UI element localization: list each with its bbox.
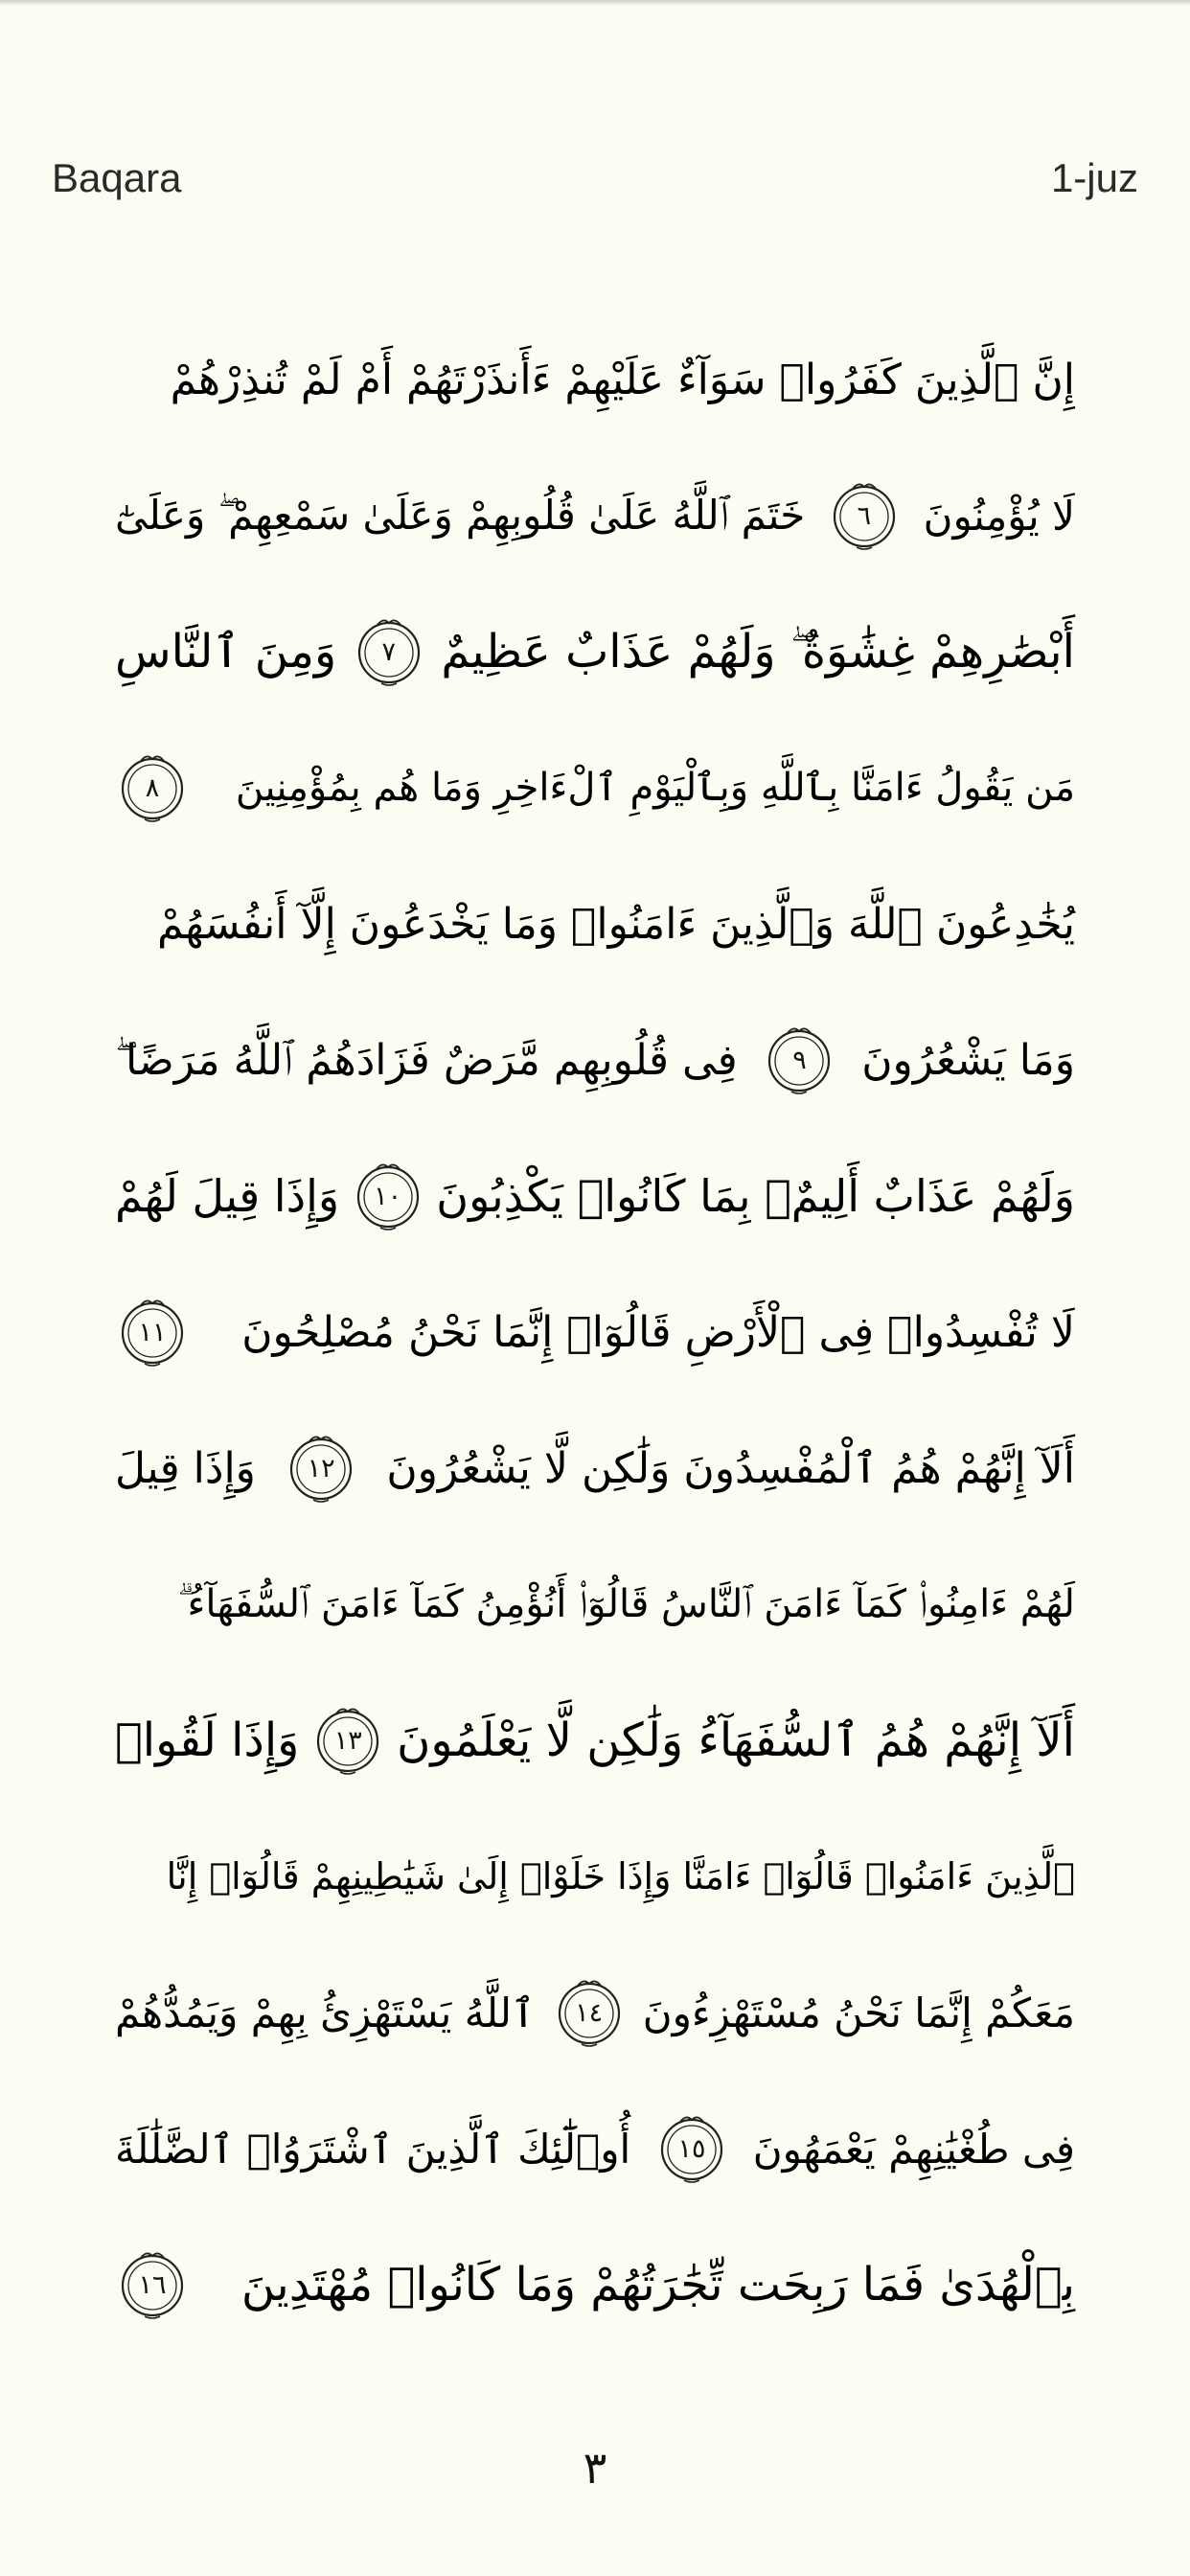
mushaf-line[interactable]	[115, 1128, 1075, 1264]
mushaf-line[interactable]	[115, 856, 1075, 992]
page-number: ٣	[583, 2442, 607, 2494]
verse-text[interactable]: وَإِذَا لَقُوا۟	[115, 1714, 300, 1767]
ayah-number: ٧	[381, 636, 397, 667]
verse-text[interactable]: وَمِنَ ٱلنَّاسِ	[115, 625, 337, 678]
mushaf-line[interactable]	[115, 1400, 1075, 1536]
mushaf-line[interactable]	[115, 311, 1075, 448]
verse-text[interactable]: لَهُمْ ءَامِنُوا۟ كَمَآ ءَامَنَ ٱلنَّاسُ قَالُوٓا۟ أَنُؤْمِنُ كَمَآ ءَامَنَ ٱلسُّفَهَآءُ ۗ	[177, 1582, 1075, 1626]
verse-text[interactable]: وَإِذَا قِيلَ	[115, 1443, 256, 1493]
page-header	[52, 151, 1138, 205]
ayah-number: ١٢	[307, 1453, 335, 1484]
ayah-number-marker[interactable]	[352, 614, 426, 689]
verse-text[interactable]: لَا يُؤْمِنُونَ	[923, 492, 1075, 540]
verse-text[interactable]: أَبْصَٰرِهِمْ غِشَٰوَةٌ ۖ وَلَهُمْ عَذَابٌ عَظِيمٌ	[441, 624, 1075, 678]
ayah-number: ١٦	[138, 2269, 167, 2300]
mushaf-line[interactable]	[115, 584, 1075, 720]
mushaf-line[interactable]	[115, 1672, 1075, 1808]
quran-page-text[interactable]	[115, 311, 1075, 2353]
verse-text[interactable]: وَمَا يَشْعُرُونَ	[861, 1035, 1075, 1085]
verse-text[interactable]: ٱللَّهُ يَسْتَهْزِئُ بِهِمْ وَيَمُدُّهُمْ	[115, 1989, 536, 2036]
ayah-number: ١٤	[575, 1997, 604, 2028]
ayah-number-marker[interactable]	[827, 478, 902, 553]
ayah-number: ١٠	[374, 1181, 402, 1211]
mushaf-line[interactable]	[115, 720, 1075, 856]
verse-text[interactable]: أُو۟لَٰٓئِكَ ٱلَّذِينَ ٱشْتَرَوُا۟ ٱلضَّلَٰلَةَ	[115, 2125, 631, 2173]
ayah-number-marker[interactable]	[115, 1295, 190, 1369]
surah-name-label[interactable]: Baqara	[52, 155, 182, 200]
ayah-number: ١٣	[333, 1725, 362, 1756]
verse-text[interactable]: أَلَآ إِنَّهُمْ هُمُ ٱلْمُفْسِدُونَ وَلَٰكِن لَّا يَشْعُرُونَ	[386, 1443, 1075, 1493]
ayah-number: ١١	[138, 1317, 167, 1347]
ayah-number: ٩	[792, 1045, 807, 1075]
ayah-number: ١٥	[677, 2133, 706, 2164]
verse-text[interactable]: لَا تُفْسِدُوا۟ فِى ٱلْأَرْضِ قَالُوٓا۟ إِنَّمَا نَحْنُ مُصْلِحُونَ	[241, 1307, 1075, 1357]
top-edge-shadow	[0, 0, 1190, 6]
mushaf-line[interactable]	[115, 1808, 1075, 1944]
verse-text[interactable]: مَن يَقُولُ ءَامَنَّا بِٱللَّهِ وَبِٱلْيَوْمِ ٱلْءَاخِرِ وَمَا هُم بِمُؤْمِنِينَ	[235, 766, 1075, 810]
mushaf-line[interactable]	[115, 448, 1075, 584]
verse-text[interactable]: ٱلَّذِينَ ءَامَنُوا۟ قَالُوٓا۟ ءَامَنَّا وَإِذَا خَلَوْا۟ إِلَىٰ شَيَٰطِينِهِمْ قَالُوٓا۟ إِنَّا	[166, 1855, 1075, 1898]
verse-text[interactable]: إِنَّ ٱلَّذِينَ كَفَرُوا۟ سَوَآءٌ عَلَيْهِمْ ءَأَنذَرْتَهُمْ أَمْ لَمْ تُنذِرْهُمْ	[170, 355, 1075, 404]
mushaf-line[interactable]	[115, 1536, 1075, 1672]
mushaf-line[interactable]	[115, 2081, 1075, 2217]
verse-text[interactable]: بِٱلْهُدَىٰ فَمَا رَبِحَت تِّجَٰرَتُهُمْ وَمَا كَانُوا۟ مُهْتَدِينَ	[240, 2258, 1075, 2312]
verse-text[interactable]: وَلَهُمْ عَذَابٌ أَلِيمٌۢ بِمَا كَانُوا۟ يَكْذِبُونَ	[436, 1170, 1075, 1222]
ayah-number-marker[interactable]	[552, 1975, 627, 2050]
verse-text[interactable]: خَتَمَ ٱللَّهُ عَلَىٰ قُلُوبِهِمْ وَعَلَىٰ سَمْعِهِمْ ۖ وَعَلَىٰٓ	[115, 492, 806, 539]
ayah-number-marker[interactable]	[654, 2111, 729, 2186]
verse-text[interactable]: يُخَٰدِعُونَ ٱللَّهَ وَٱلَّذِينَ ءَامَنُوا۟ وَمَا يَخْدَعُونَ إِلَّآ أَنفُسَهُمْ	[156, 899, 1075, 949]
verse-text[interactable]: وَإِذَا قِيلَ لَهُمْ	[115, 1170, 340, 1222]
mushaf-line[interactable]	[115, 1944, 1075, 2081]
verse-text[interactable]: فِى قُلُوبِهِم مَّرَضٌ فَزَادَهُمُ ٱللَّهُ مَرَضًا ۖ	[115, 1035, 738, 1085]
ayah-number-marker[interactable]	[115, 750, 190, 825]
ayah-number-marker[interactable]	[284, 1431, 358, 1506]
ayah-number-marker[interactable]	[351, 1159, 425, 1233]
verse-text[interactable]: فِى طُغْيَٰنِهِمْ يَعْمَهُونَ	[752, 2125, 1075, 2173]
verse-text[interactable]: أَلَآ إِنَّهُمْ هُمُ ٱلسُّفَهَآءُ وَلَٰكِن لَّا يَعْلَمُونَ	[397, 1714, 1075, 1767]
ayah-number-marker[interactable]	[115, 2247, 190, 2322]
ayah-number-marker[interactable]	[762, 1023, 836, 1097]
mushaf-line[interactable]	[115, 2217, 1075, 2353]
mushaf-line[interactable]	[115, 992, 1075, 1128]
verse-text[interactable]: مَعَكُمْ إِنَّمَا نَحْنُ مُسْتَهْزِءُونَ	[642, 1989, 1075, 2036]
ayah-number-marker[interactable]	[310, 1703, 385, 1778]
juz-label[interactable]: 1-juz	[1050, 155, 1138, 200]
mushaf-line[interactable]	[115, 1264, 1075, 1400]
ayah-number: ٦	[857, 500, 872, 531]
ayah-number: ٨	[145, 772, 160, 803]
